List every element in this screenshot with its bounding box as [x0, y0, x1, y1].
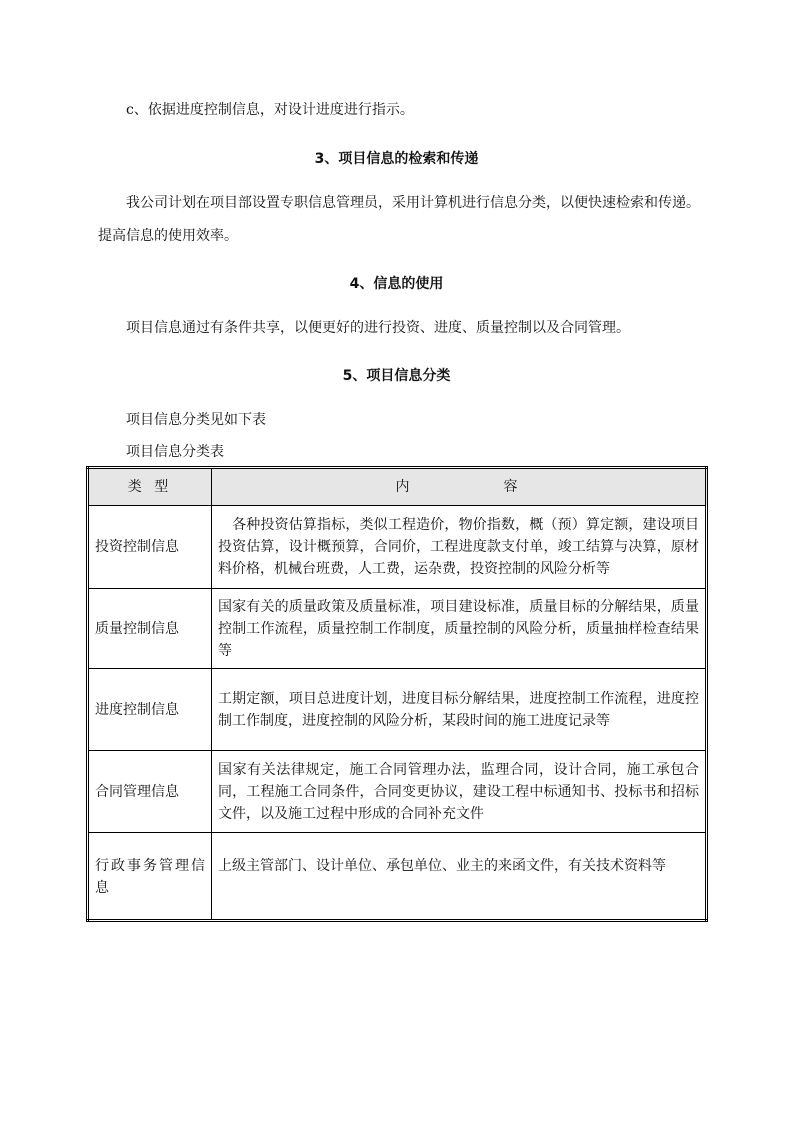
table-row	[88, 669, 707, 751]
heading-4: 4、信息的使用	[349, 276, 444, 292]
paragraph-retrieval: 我公司计划在项目部设置专职信息管理员，采用计算机进行信息分类，以便快速检索和传递。提高信息的使用效率。	[98, 195, 700, 244]
table-row	[88, 506, 707, 589]
info-classification-table	[86, 466, 708, 922]
header-content: 内 容	[212, 468, 707, 506]
row-type: 合同管理信息	[88, 751, 212, 833]
row-type: 进度控制信息	[88, 669, 212, 751]
row-type: 行政事务管理信息	[88, 833, 212, 921]
paragraph-c: c、依据进度控制信息，对设计进度进行指示。	[126, 102, 414, 118]
table-row	[88, 751, 707, 833]
table-caption: 项目信息分类表	[126, 444, 224, 460]
table-header-row	[88, 468, 707, 506]
row-content: 各种投资估算指标，类似工程造价，物价指数，概（预）算定额，建设项目投资估算，设计概预算，合同价，工程进度款支付单，竣工结算与决算，原材料价格，机械台班费，人工费，运杂费，投资控制的风险分析等	[212, 506, 707, 589]
row-content: 国家有关的质量政策及质量标准，项目建设标准，质量目标的分解结果，质量控制工作流程，质量控制工作制度，质量控制的风险分析，质量抽样检查结果等	[212, 589, 707, 669]
header-type: 类 型	[88, 468, 212, 506]
row-type: 质量控制信息	[88, 589, 212, 669]
table-row	[88, 589, 707, 669]
row-content: 工期定额，项目总进度计划，进度目标分解结果，进度控制工作流程，进度控制工作制度，进度控制的风险分析，某段时间的施工进度记录等	[212, 669, 707, 751]
row-content: 上级主管部门、设计单位、承包单位、业主的来函文件，有关技术资料等	[212, 833, 707, 921]
paragraph-table-ref: 项目信息分类见如下表	[126, 412, 266, 428]
heading-3: 3、项目信息的检索和传递	[314, 151, 479, 167]
heading-5: 5、项目信息分类	[342, 368, 451, 384]
row-content: 国家有关法律规定，施工合同管理办法，监理合同，设计合同，施工承包合同，工程施工合同条件，合同变更协议，建设工程中标通知书、投标书和招标文件，以及施工过程中形成的合同补充文件	[212, 751, 707, 833]
table-row	[88, 833, 707, 921]
paragraph-usage: 项目信息通过有条件共享，以便更好的进行投资、进度、质量控制以及合同管理。	[126, 320, 630, 336]
row-type: 投资控制信息	[88, 506, 212, 589]
